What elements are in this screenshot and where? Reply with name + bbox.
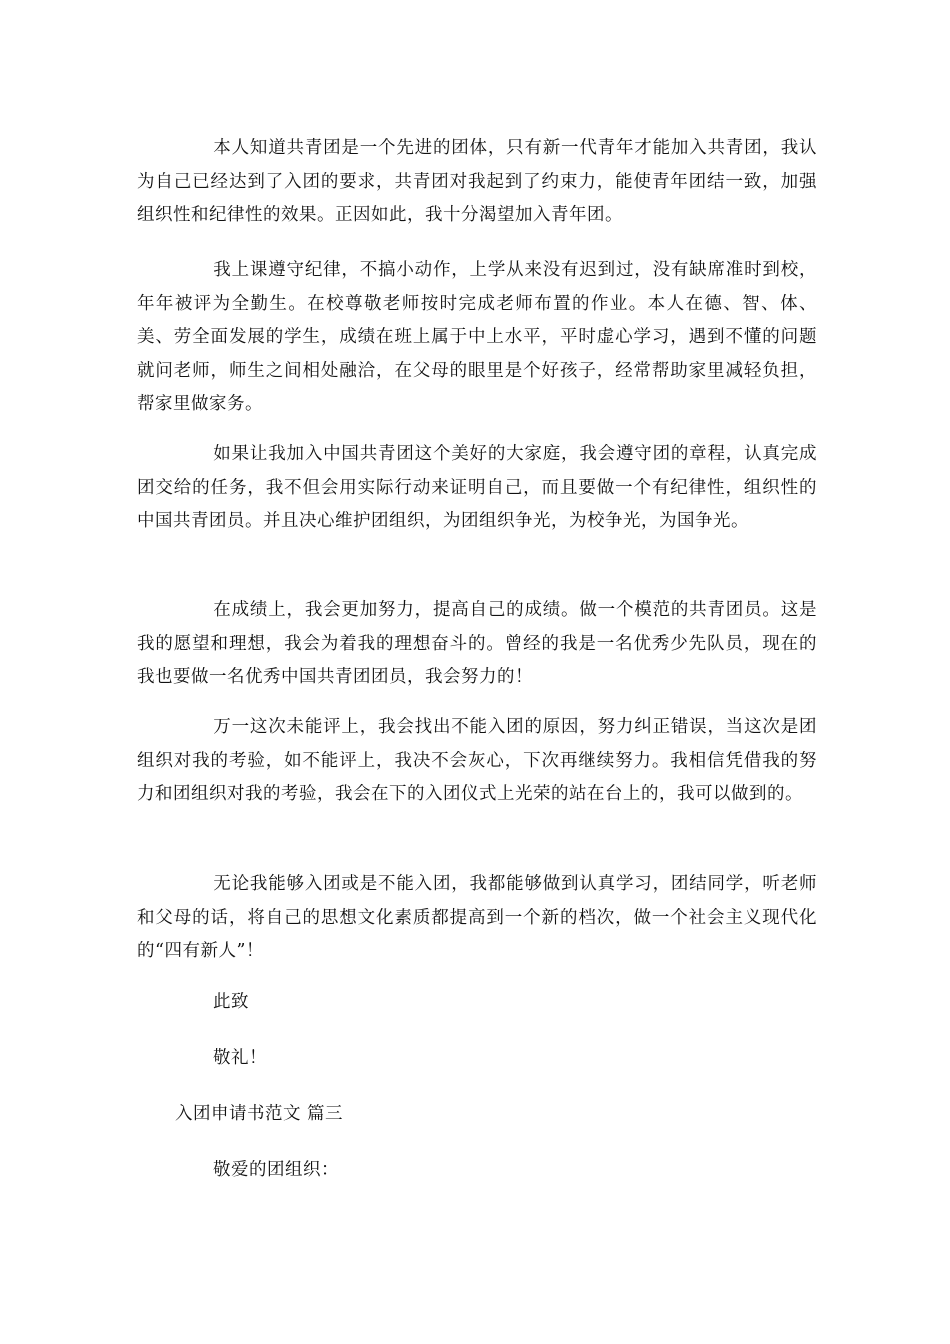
body-paragraph-5 xyxy=(137,711,817,812)
salutation: 敬爱的团组织： xyxy=(213,1160,339,1180)
paragraph-text: 如果让我加入中国共青团这个美好的大家庭，我会遵守团的章程，认真完成团交给的任务，我不但会用实际行动来证明自己，而且要做一个有纪律性，组织性的中国共青团员。并且决心维护团组织，为团组织争光，为校争光，为国争光。 xyxy=(137,444,817,531)
paragraph-text: 我上课遵守纪律，不搞小动作，上学从来没有迟到过，没有缺席准时到校，年年被评为全勤生。在校尊敬老师按时完成老师布置的作业。本人在德、智、体、美、劳全面发展的学生，成绩在班上属于中上水平，平时虚心学习，遇到不懂的问题就问老师，师生之间相处融洽，在父母的眼里是个好孩子，经常帮助家里减轻负担，帮家里做家务。 xyxy=(137,260,817,414)
body-paragraph-6 xyxy=(137,868,817,969)
body-paragraph-3 xyxy=(137,438,817,539)
section-heading: 入团申请书范文 篇三 xyxy=(175,1104,344,1124)
paragraph-text: 无论我能够入团或是不能入团，我都能够做到认真学习，团结同学，听老师和父母的话，将自己的思想文化素质都提高到一个新的档次，做一个社会主义现代化的“四有新人”！ xyxy=(137,874,817,961)
closing-salute: 敬礼！ xyxy=(213,1048,267,1068)
body-paragraph-4 xyxy=(137,594,817,695)
body-paragraph-1 xyxy=(137,132,817,233)
paragraph-text: 本人知道共青团是一个先进的团体，只有新一代青年才能加入共青团，我认为自己已经达到了入团的要求，共青团对我起到了约束力，能使青年团结一致，加强组织性和纪律性的效果。正因如此，我十分渴望加入青年团。 xyxy=(137,138,817,225)
paragraph-text: 在成绩上，我会更加努力，提高自己的成绩。做一个模范的共青团员。这是我的愿望和理想，我会为着我的理想奋斗的。曾经的我是一名优秀少先队员，现在的我也要做一名优秀中国共青团团员，我会努力的！ xyxy=(137,600,817,687)
body-paragraph-2 xyxy=(137,254,817,422)
paragraph-text: 万一这次未能评上，我会找出不能入团的原因，努力纠正错误，当这次是团组织对我的考验，如不能评上，我决不会灰心，下次再继续努力。我相信凭借我的努力和团组织对我的考验，我会在下的入团仪式上光荣的站在台上的，我可以做到的。 xyxy=(137,717,817,804)
closing-greeting: 此致 xyxy=(213,992,249,1012)
